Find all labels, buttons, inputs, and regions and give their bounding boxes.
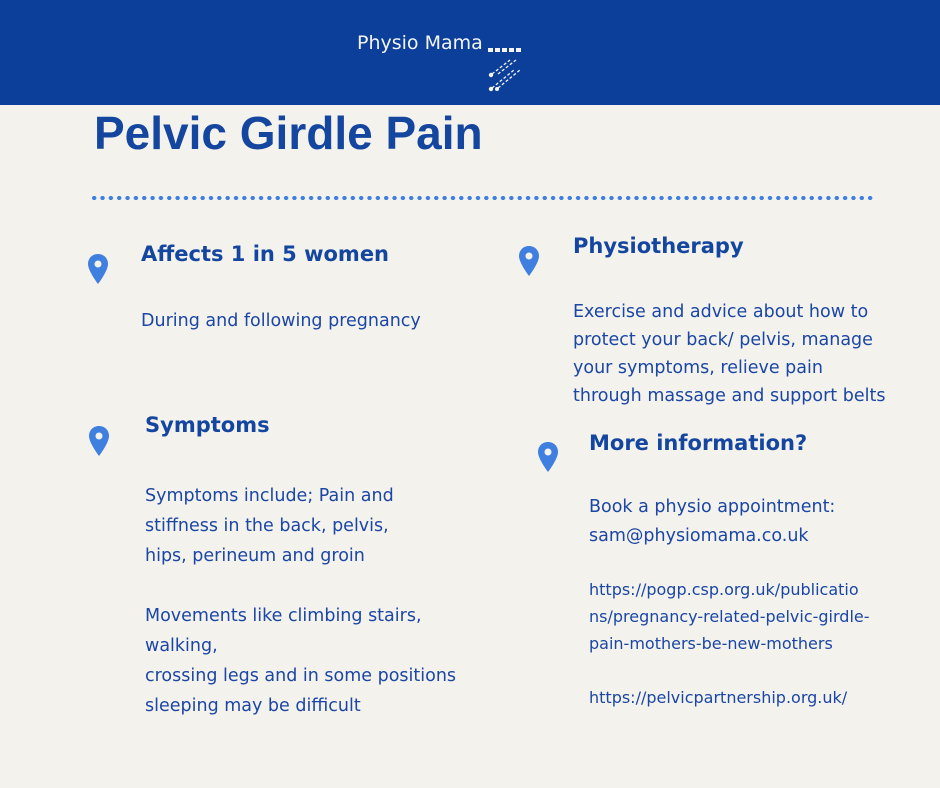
spacer bbox=[145, 571, 456, 601]
text-line: your symptoms, relieve pain bbox=[573, 358, 823, 378]
email-link[interactable]: sam@physiomama.co.uk bbox=[589, 526, 809, 546]
dotted-divider bbox=[90, 196, 874, 200]
pelvic-partnership-link[interactable]: https://pelvicpartnership.org.uk/ bbox=[589, 688, 848, 707]
pogp-link[interactable]: https://pogp.csp.org.uk/publicatio bbox=[589, 580, 859, 599]
text-line: hips, perineum and groin bbox=[145, 546, 365, 566]
text-line: crossing legs and in some positions bbox=[145, 666, 457, 686]
map-pin-icon bbox=[518, 246, 540, 276]
map-pin-icon bbox=[537, 442, 559, 472]
links bbox=[589, 576, 870, 711]
text-line: Exercise and advice about how to bbox=[573, 302, 869, 322]
more-info-heading: More information? bbox=[589, 431, 808, 455]
text-line: Movements like climbing stairs, bbox=[145, 606, 422, 626]
symptoms-text bbox=[145, 481, 456, 721]
text-line: sleeping may be difficult bbox=[145, 696, 361, 716]
text-line: walking, bbox=[145, 636, 218, 656]
text-line: through massage and support belts bbox=[573, 386, 886, 406]
map-pin-icon bbox=[87, 254, 109, 284]
text-line: protect your back/ pelvis, manage bbox=[573, 330, 873, 350]
spacer bbox=[589, 657, 870, 684]
map-pin-icon bbox=[88, 426, 110, 456]
brand-name: Physio Mama bbox=[357, 32, 483, 54]
pogp-link[interactable]: ns/pregnancy-related-pelvic-girdle- bbox=[589, 607, 870, 626]
symptoms-heading: Symptoms bbox=[145, 413, 270, 437]
pogp-link[interactable]: pain-mothers-be-new-mothers bbox=[589, 634, 833, 653]
booking-text bbox=[589, 493, 835, 551]
shooting-stars-logo-icon bbox=[486, 44, 526, 94]
physio-heading: Physiotherapy bbox=[573, 234, 744, 258]
affects-text: During and following pregnancy bbox=[141, 311, 421, 331]
physio-text bbox=[573, 298, 885, 410]
header-banner bbox=[0, 0, 940, 105]
page-title: Pelvic Girdle Pain bbox=[94, 107, 483, 159]
text-line: stiffness in the back, pelvis, bbox=[145, 516, 389, 536]
text-line: Book a physio appointment: bbox=[589, 497, 836, 517]
text-line: Symptoms include; Pain and bbox=[145, 486, 394, 506]
affects-heading: Affects 1 in 5 women bbox=[141, 242, 390, 266]
